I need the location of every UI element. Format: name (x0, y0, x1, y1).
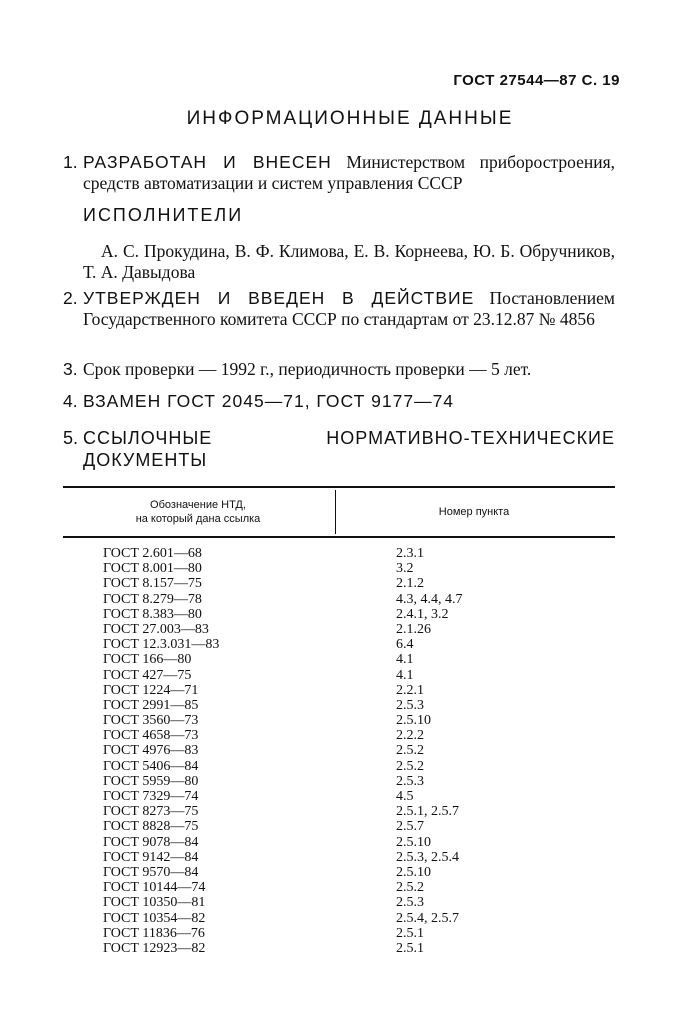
ntd-designation: ГОСТ 27.003—83 (103, 621, 209, 637)
item-text: Постановлением Государственного комитета СССР по стандартам от 23.12.87 № 4856 (83, 288, 615, 329)
info-item-3 (63, 359, 615, 380)
ntd-designation: ГОСТ 166—80 (103, 652, 192, 668)
clause-number: 2.5.3 (396, 773, 424, 789)
table-row (63, 561, 615, 576)
item-number: 1. (63, 152, 78, 172)
table-header-rule (63, 536, 615, 538)
clause-number: 2.5.10 (396, 864, 431, 880)
column-header-line: Обозначение НТД, (150, 499, 246, 511)
clause-number: 2.2.1 (396, 682, 424, 698)
clause-number: 2.5.1 (396, 940, 424, 956)
ntd-designation: ГОСТ 7329—74 (103, 789, 199, 804)
table-row (63, 865, 615, 880)
table-row (63, 743, 615, 758)
page-header: ГОСТ 27544—87 С. 19 (453, 72, 620, 89)
info-item-2 (63, 288, 615, 330)
item-text: Срок проверки — 1992 г., периодичность проверки — 5 лет. (83, 359, 532, 379)
clause-number: 2.4.1, 3.2 (396, 606, 449, 622)
ntd-designation: ГОСТ 8.157—75 (103, 576, 202, 592)
table-row (63, 546, 615, 561)
table-row (63, 926, 615, 941)
item-caps: ВЗАМЕН ГОСТ 2045—71, ГОСТ 9177—74 (83, 391, 455, 411)
ntd-designation: ГОСТ 12923—82 (103, 940, 206, 956)
clause-number: 4.5 (396, 789, 414, 804)
clause-number: 2.1.26 (396, 621, 431, 637)
clause-number: 2.3.1 (396, 546, 424, 561)
table-row (63, 607, 615, 622)
table-body (63, 546, 615, 956)
ntd-designation: ГОСТ 427—75 (103, 667, 192, 683)
clause-number: 4.3, 4.4, 4.7 (396, 591, 463, 607)
item-number: 3. (63, 359, 78, 379)
column-header-line: на который дана ссылка (135, 513, 261, 525)
info-item-1 (63, 152, 615, 194)
clause-number: 2.5.1, 2.5.7 (396, 804, 459, 820)
ntd-designation: ГОСТ 2991—85 (103, 697, 199, 713)
ntd-designation: ГОСТ 4976—83 (103, 743, 199, 759)
item-number: 4. (63, 391, 78, 411)
info-item-4 (63, 391, 615, 412)
ntd-designation: ГОСТ 10144—74 (103, 880, 206, 896)
clause-number: 2.2.2 (396, 728, 424, 744)
table-row (63, 911, 615, 926)
item-text: Министерством приборостроения, средств автоматизации и систем управления СССР (83, 152, 615, 193)
ntd-designation: ГОСТ 10354—82 (103, 910, 206, 926)
ntd-designation: ГОСТ 8828—75 (103, 819, 199, 835)
table-row (63, 637, 615, 652)
ntd-designation: ГОСТ 11836—76 (103, 925, 205, 941)
ntd-designation: ГОСТ 12.3.031—83 (103, 637, 220, 653)
ntd-designation: ГОСТ 2.601—68 (103, 546, 202, 561)
clause-number: 2.5.3, 2.5.4 (396, 849, 459, 865)
clause-number: 2.5.10 (396, 713, 431, 729)
item-caps: ССЫЛОЧНЫЕ НОРМАТИВНО-ТЕХНИЧЕСКИЕ ДОКУМЕНТЫ (83, 428, 615, 470)
clause-number: 2.1.2 (396, 576, 424, 592)
table-row (63, 895, 615, 910)
table-row (63, 683, 615, 698)
clause-number: 2.5.3 (396, 697, 424, 713)
clause-number: 2.5.3 (396, 895, 424, 911)
ntd-designation: ГОСТ 1224—71 (103, 682, 199, 698)
ntd-designation: ГОСТ 3560—73 (103, 713, 199, 729)
clause-number: 4.1 (396, 667, 414, 683)
column-header-clause: Номер пункта (438, 506, 510, 518)
table-row (63, 804, 615, 819)
table-row (63, 622, 615, 637)
table-row (63, 592, 615, 607)
table-row (63, 728, 615, 743)
ntd-designation: ГОСТ 4658—73 (103, 728, 199, 744)
table-row (63, 713, 615, 728)
ntd-designation: ГОСТ 8.383—80 (103, 606, 202, 622)
column-header-ntd (63, 498, 333, 526)
clause-number: 2.5.2 (396, 743, 424, 759)
table-row (63, 819, 615, 834)
ntd-designation: ГОСТ 8.001—80 (103, 561, 202, 577)
clause-number: 3.2 (396, 561, 414, 577)
item-caps: УТВЕРЖДЕН И ВВЕДЕН В ДЕЙСТВИЕ (83, 288, 475, 308)
table-row (63, 698, 615, 713)
clause-number: 2.5.2 (396, 758, 424, 774)
table-row (63, 850, 615, 865)
ntd-designation: ГОСТ 9142—84 (103, 849, 199, 865)
ntd-designation: ГОСТ 8273—75 (103, 804, 199, 820)
info-item-5 (63, 427, 615, 471)
ntd-designation: ГОСТ 9570—84 (103, 864, 199, 880)
clause-number: 2.5.2 (396, 880, 424, 896)
item-number: 2. (63, 288, 78, 308)
table-row (63, 652, 615, 667)
table-row (63, 576, 615, 591)
page-title: ИНФОРМАЦИОННЫЕ ДАННЫЕ (186, 108, 514, 129)
table-row (63, 759, 615, 774)
executors-list: А. С. Прокудина, В. Ф. Климова, Е. В. Корнеева, Ю. Б. Обручников, Т. А. Давыдова (83, 241, 615, 282)
table-top-rule (63, 486, 615, 488)
table-row (63, 668, 615, 683)
executors-heading: ИСПОЛНИТЕЛИ (83, 205, 244, 225)
ntd-designation: ГОСТ 5959—80 (103, 773, 199, 789)
table-row (63, 941, 615, 956)
item-number: 5. (63, 428, 79, 448)
table-row (63, 789, 615, 804)
ntd-designation: ГОСТ 5406—84 (103, 758, 199, 774)
item-caps: РАЗРАБОТАН И ВНЕСЕН (83, 152, 332, 172)
table-row (63, 880, 615, 895)
clause-number: 4.1 (396, 652, 414, 668)
clause-number: 2.5.7 (396, 819, 424, 835)
table-row (63, 774, 615, 789)
clause-number: 2.5.4, 2.5.7 (396, 910, 459, 926)
ntd-designation: ГОСТ 10350—81 (103, 895, 206, 911)
clause-number: 2.5.1 (396, 925, 424, 941)
table-row (63, 835, 615, 850)
clause-number: 2.5.10 (396, 834, 431, 850)
ntd-designation: ГОСТ 8.279—78 (103, 591, 202, 607)
ntd-designation: ГОСТ 9078—84 (103, 834, 199, 850)
clause-number: 6.4 (396, 637, 414, 653)
